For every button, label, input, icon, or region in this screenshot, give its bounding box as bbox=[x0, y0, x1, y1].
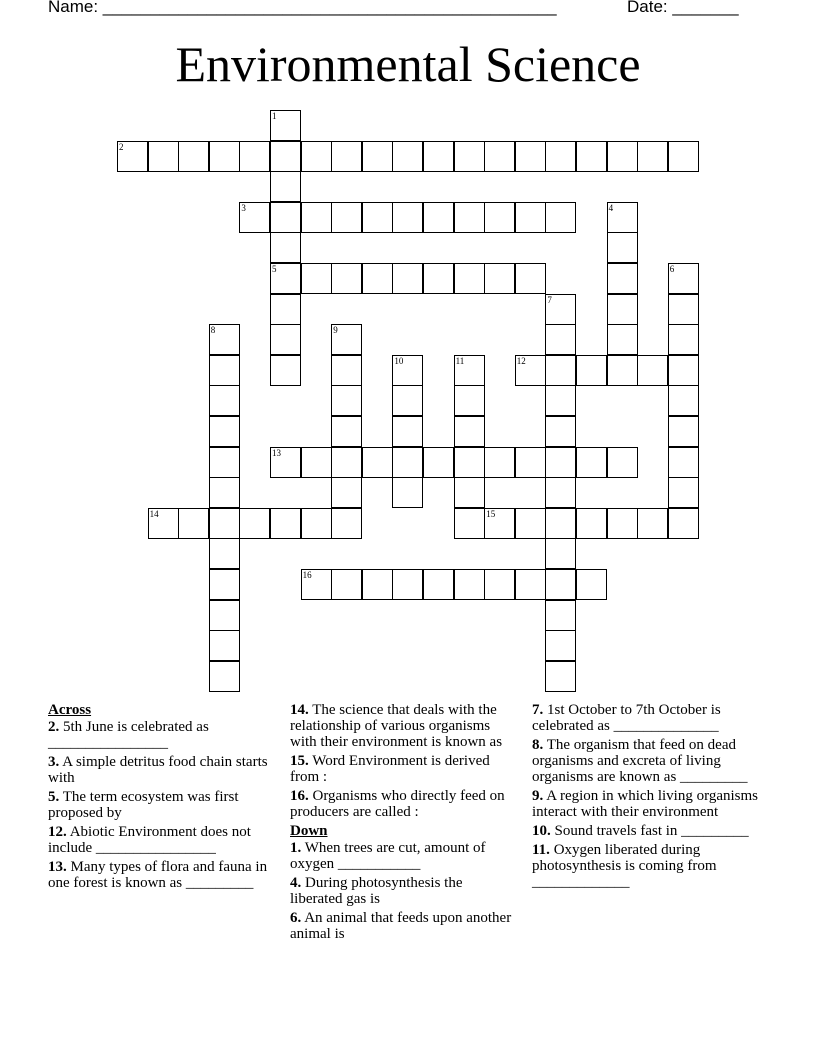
crossword-cell[interactable] bbox=[209, 141, 240, 172]
crossword-cell[interactable] bbox=[454, 416, 485, 447]
clue-text: Organisms who directly feed on producers are called : bbox=[290, 788, 505, 820]
crossword-cell[interactable] bbox=[515, 141, 546, 172]
crossword-cell[interactable] bbox=[209, 600, 240, 631]
clue-number: 8. bbox=[532, 737, 544, 753]
crossword-cell[interactable] bbox=[209, 508, 240, 539]
cell-number: 13 bbox=[272, 447, 281, 458]
clue-number: 3. bbox=[48, 754, 60, 770]
crossword-cell[interactable] bbox=[331, 508, 362, 539]
crossword-cell[interactable] bbox=[423, 202, 454, 233]
clue-text: The science that deals with the relationship of various organisms with their environment is known as bbox=[290, 702, 503, 750]
crossword-cell[interactable] bbox=[392, 355, 423, 386]
crossword-cell[interactable] bbox=[178, 141, 209, 172]
crossword-cell[interactable] bbox=[209, 324, 240, 355]
clue-text: Oxygen liberated during photosynthesis is coming from _____________ bbox=[532, 842, 717, 890]
crossword-cell[interactable] bbox=[362, 202, 393, 233]
crossword-cell[interactable] bbox=[270, 294, 301, 325]
crossword-cell[interactable] bbox=[607, 202, 638, 233]
cell-number: 5 bbox=[272, 264, 277, 274]
crossword-cell[interactable] bbox=[607, 447, 638, 478]
crossword-cell[interactable] bbox=[515, 355, 546, 386]
crossword-cell[interactable] bbox=[515, 447, 546, 478]
clue-number: 1. bbox=[290, 840, 302, 856]
crossword-cell[interactable] bbox=[392, 477, 423, 508]
crossword-cell[interactable] bbox=[239, 508, 270, 539]
clues-column-1 bbox=[48, 702, 274, 894]
crossword-cell[interactable] bbox=[209, 385, 240, 416]
crossword-cell[interactable] bbox=[545, 294, 576, 325]
crossword-cell[interactable] bbox=[117, 141, 148, 172]
clue-across-2 bbox=[48, 719, 274, 751]
crossword-cell[interactable] bbox=[301, 447, 332, 478]
crossword-cell[interactable] bbox=[301, 202, 332, 233]
crossword-cell[interactable] bbox=[454, 355, 485, 386]
clue-down-8 bbox=[532, 737, 758, 785]
clue-number: 16. bbox=[290, 788, 309, 804]
crossword-cell[interactable] bbox=[668, 447, 699, 478]
crossword-cell[interactable] bbox=[454, 447, 485, 478]
clue-down-6 bbox=[290, 910, 516, 942]
cell-number: 16 bbox=[302, 570, 312, 580]
crossword-cell[interactable] bbox=[270, 232, 301, 263]
crossword-cell[interactable] bbox=[301, 141, 332, 172]
crossword-cell[interactable] bbox=[270, 110, 301, 141]
clue-text: Many types of flora and fauna in one forest is known as _________ bbox=[48, 859, 268, 891]
cell-number: 15 bbox=[486, 508, 496, 519]
clue-number: 13. bbox=[48, 859, 67, 875]
clue-text: The organism that feed on dead organisms and excreta of living organisms are known as _________ bbox=[532, 737, 748, 785]
crossword-cell[interactable] bbox=[239, 141, 270, 172]
crossword-cell[interactable] bbox=[331, 355, 362, 386]
clue-number: 4. bbox=[290, 875, 302, 891]
crossword-cell[interactable] bbox=[392, 202, 423, 233]
cell-number: 1 bbox=[272, 111, 277, 121]
clues-column-3 bbox=[532, 702, 758, 893]
crossword-cell[interactable] bbox=[484, 508, 515, 539]
clue-number: 11. bbox=[532, 842, 550, 858]
crossword-cell[interactable] bbox=[545, 141, 576, 172]
crossword-cell[interactable] bbox=[454, 508, 485, 539]
crossword-cell[interactable] bbox=[270, 324, 301, 355]
crossword-cell[interactable] bbox=[209, 447, 240, 478]
crossword-cell[interactable] bbox=[270, 447, 301, 478]
clue-number: 12. bbox=[48, 824, 67, 840]
crossword-cell[interactable] bbox=[270, 171, 301, 202]
crossword-cell[interactable] bbox=[392, 385, 423, 416]
cell-number: 7 bbox=[547, 294, 552, 305]
crossword-cell[interactable] bbox=[331, 477, 362, 508]
crossword-cell[interactable] bbox=[576, 141, 607, 172]
crossword-cell[interactable] bbox=[331, 202, 362, 233]
crossword-cell[interactable] bbox=[362, 447, 393, 478]
crossword-cell[interactable] bbox=[545, 202, 576, 233]
crossword-cell[interactable] bbox=[423, 141, 454, 172]
date-field-label[interactable]: Date: _______ bbox=[627, 0, 739, 16]
page-title: Environmental Science bbox=[175, 36, 641, 92]
crossword-cell[interactable] bbox=[331, 324, 362, 355]
cell-number: 12 bbox=[516, 355, 526, 366]
name-field-label[interactable]: Name: ________________________________________________ bbox=[48, 0, 557, 16]
clue-down-4 bbox=[290, 875, 516, 907]
clue-text: A simple detritus food chain starts with bbox=[48, 754, 268, 786]
clue-number: 2. bbox=[48, 719, 60, 735]
crossword-cell[interactable] bbox=[668, 477, 699, 508]
clue-text: The term ecosystem was first proposed by bbox=[48, 789, 239, 821]
crossword-cell[interactable] bbox=[484, 141, 515, 172]
cell-number: 9 bbox=[333, 325, 338, 336]
crossword-cell[interactable] bbox=[362, 263, 393, 294]
clue-number: 14. bbox=[290, 702, 309, 718]
crossword-cell[interactable] bbox=[362, 141, 393, 172]
crossword-cell[interactable] bbox=[637, 355, 668, 386]
crossword-cell[interactable] bbox=[607, 294, 638, 325]
crossword-cell[interactable] bbox=[668, 324, 699, 355]
crossword-cell[interactable] bbox=[270, 263, 301, 294]
crossword-cell[interactable] bbox=[484, 202, 515, 233]
clue-text: Sound travels fast in _________ bbox=[554, 823, 749, 839]
crossword-cell[interactable] bbox=[331, 569, 362, 600]
crossword-cell[interactable] bbox=[576, 355, 607, 386]
cell-number: 11 bbox=[455, 355, 465, 366]
crossword-cell[interactable] bbox=[576, 569, 607, 600]
crossword-cell[interactable] bbox=[362, 569, 393, 600]
crossword-cell[interactable] bbox=[209, 538, 240, 569]
crossword-cell[interactable] bbox=[454, 202, 485, 233]
crossword-cell[interactable] bbox=[423, 447, 454, 478]
crossword-cell[interactable] bbox=[668, 508, 699, 539]
crossword-cell[interactable] bbox=[209, 661, 240, 692]
clue-text: 5th June is celebrated as ________________ bbox=[48, 719, 209, 751]
crossword-cell[interactable] bbox=[545, 538, 576, 569]
crossword-cell[interactable] bbox=[515, 508, 546, 539]
cell-number: 2 bbox=[119, 141, 124, 152]
crossword-cell[interactable] bbox=[668, 385, 699, 416]
clue-across-16 bbox=[290, 788, 516, 820]
clue-down-1 bbox=[290, 840, 516, 872]
clue-text: An animal that feeds upon another animal is bbox=[290, 910, 512, 942]
clue-number: 10. bbox=[532, 823, 551, 839]
clue-across-13 bbox=[48, 859, 274, 891]
cell-number: 14 bbox=[149, 508, 159, 519]
crossword-cell[interactable] bbox=[545, 385, 576, 416]
crossword-cell[interactable] bbox=[301, 508, 332, 539]
crossword-cell[interactable] bbox=[209, 477, 240, 508]
crossword-cell[interactable] bbox=[331, 141, 362, 172]
crossword-cell[interactable] bbox=[668, 294, 699, 325]
crossword-cell[interactable] bbox=[301, 263, 332, 294]
crossword-cell[interactable] bbox=[545, 508, 576, 539]
crossword-cell[interactable] bbox=[515, 569, 546, 600]
crossword-cell[interactable] bbox=[545, 661, 576, 692]
clue-number: 9. bbox=[532, 788, 544, 804]
crossword-cell[interactable] bbox=[607, 232, 638, 263]
crossword-cell[interactable] bbox=[423, 569, 454, 600]
crossword-cell[interactable] bbox=[545, 416, 576, 447]
crossword-cell[interactable] bbox=[484, 569, 515, 600]
crossword-cell[interactable] bbox=[668, 355, 699, 386]
clue-across-5 bbox=[48, 789, 274, 821]
crossword-cell[interactable] bbox=[148, 508, 179, 539]
crossword-cell[interactable] bbox=[392, 141, 423, 172]
crossword-cell[interactable] bbox=[454, 569, 485, 600]
crossword-cell[interactable] bbox=[392, 416, 423, 447]
crossword-cell[interactable] bbox=[637, 508, 668, 539]
crossword-cell[interactable] bbox=[454, 141, 485, 172]
crossword-cell[interactable] bbox=[484, 447, 515, 478]
crossword-cell[interactable] bbox=[545, 630, 576, 661]
crossword-cell[interactable] bbox=[545, 447, 576, 478]
cell-number: 3 bbox=[241, 202, 246, 213]
crossword-cell[interactable] bbox=[239, 202, 270, 233]
clue-text: Word Environment is derived from : bbox=[290, 753, 490, 785]
crossword-cell[interactable] bbox=[331, 263, 362, 294]
clue-across-15 bbox=[290, 753, 516, 785]
clue-text: A region in which living organisms interact with their environment bbox=[532, 788, 758, 820]
cell-number: 6 bbox=[669, 264, 675, 274]
clue-text: Abiotic Environment does not include ________________ bbox=[48, 824, 251, 856]
crossword-cell[interactable] bbox=[607, 263, 638, 294]
crossword-cell[interactable] bbox=[454, 477, 485, 508]
crossword-cell[interactable] bbox=[607, 324, 638, 355]
clue-number: 6. bbox=[290, 910, 302, 926]
crossword-cell[interactable] bbox=[545, 600, 576, 631]
clues-column-2 bbox=[290, 702, 516, 945]
crossword-cell[interactable] bbox=[209, 630, 240, 661]
clue-number: 7. bbox=[532, 702, 544, 718]
crossword-cell[interactable] bbox=[668, 416, 699, 447]
crossword-cell[interactable] bbox=[270, 355, 301, 386]
crossword-cell[interactable] bbox=[637, 141, 668, 172]
cell-number: 8 bbox=[210, 325, 216, 336]
crossword-cell[interactable] bbox=[392, 447, 423, 478]
clue-across-14 bbox=[290, 702, 516, 750]
clue-number: 15. bbox=[290, 753, 309, 769]
clue-text: When trees are cut, amount of oxygen ___________ bbox=[290, 840, 486, 872]
clue-down-11 bbox=[532, 842, 758, 890]
clue-down-10 bbox=[532, 823, 758, 839]
crossword-cell[interactable] bbox=[301, 569, 332, 600]
crossword-cell[interactable] bbox=[270, 202, 301, 233]
crossword-cell[interactable] bbox=[423, 263, 454, 294]
crossword-cell[interactable] bbox=[545, 324, 576, 355]
clue-across-3 bbox=[48, 754, 274, 786]
down-heading: Down bbox=[290, 823, 328, 839]
cell-number: 4 bbox=[608, 202, 614, 213]
crossword-cell[interactable] bbox=[148, 141, 179, 172]
crossword-cell[interactable] bbox=[545, 477, 576, 508]
crossword-cell[interactable] bbox=[545, 569, 576, 600]
crossword-cell[interactable] bbox=[178, 508, 209, 539]
crossword-cell[interactable] bbox=[331, 447, 362, 478]
crossword-cell[interactable] bbox=[607, 355, 638, 386]
cell-number: 10 bbox=[394, 355, 404, 366]
crossword-cell[interactable] bbox=[270, 508, 301, 539]
crossword-cell[interactable] bbox=[331, 385, 362, 416]
crossword-cell[interactable] bbox=[331, 416, 362, 447]
crossword-cell[interactable] bbox=[209, 355, 240, 386]
crossword-cell[interactable] bbox=[576, 508, 607, 539]
crossword-cell[interactable] bbox=[209, 416, 240, 447]
crossword-cell[interactable] bbox=[484, 263, 515, 294]
crossword-cell[interactable] bbox=[392, 569, 423, 600]
crossword-cell[interactable] bbox=[454, 385, 485, 416]
crossword-cell[interactable] bbox=[607, 141, 638, 172]
crossword-cell[interactable] bbox=[668, 141, 699, 172]
crossword-cell[interactable] bbox=[545, 355, 576, 386]
clue-number: 5. bbox=[48, 789, 60, 805]
crossword-cell[interactable] bbox=[607, 508, 638, 539]
clue-text: During photosynthesis the liberated gas is bbox=[290, 875, 463, 907]
crossword-cell[interactable] bbox=[668, 263, 699, 294]
clue-across-12 bbox=[48, 824, 274, 856]
crossword-cell[interactable] bbox=[576, 447, 607, 478]
clue-down-9 bbox=[532, 788, 758, 820]
crossword-cell[interactable] bbox=[454, 263, 485, 294]
clue-text: 1st October to 7th October is celebrated as ______________ bbox=[532, 702, 721, 734]
crossword-cell[interactable] bbox=[515, 263, 546, 294]
crossword-cell[interactable] bbox=[270, 141, 301, 172]
crossword-cell[interactable] bbox=[515, 202, 546, 233]
crossword-cell[interactable] bbox=[392, 263, 423, 294]
across-heading: Across bbox=[48, 702, 92, 718]
crossword-cell[interactable] bbox=[209, 569, 240, 600]
clue-down-7 bbox=[532, 702, 758, 734]
